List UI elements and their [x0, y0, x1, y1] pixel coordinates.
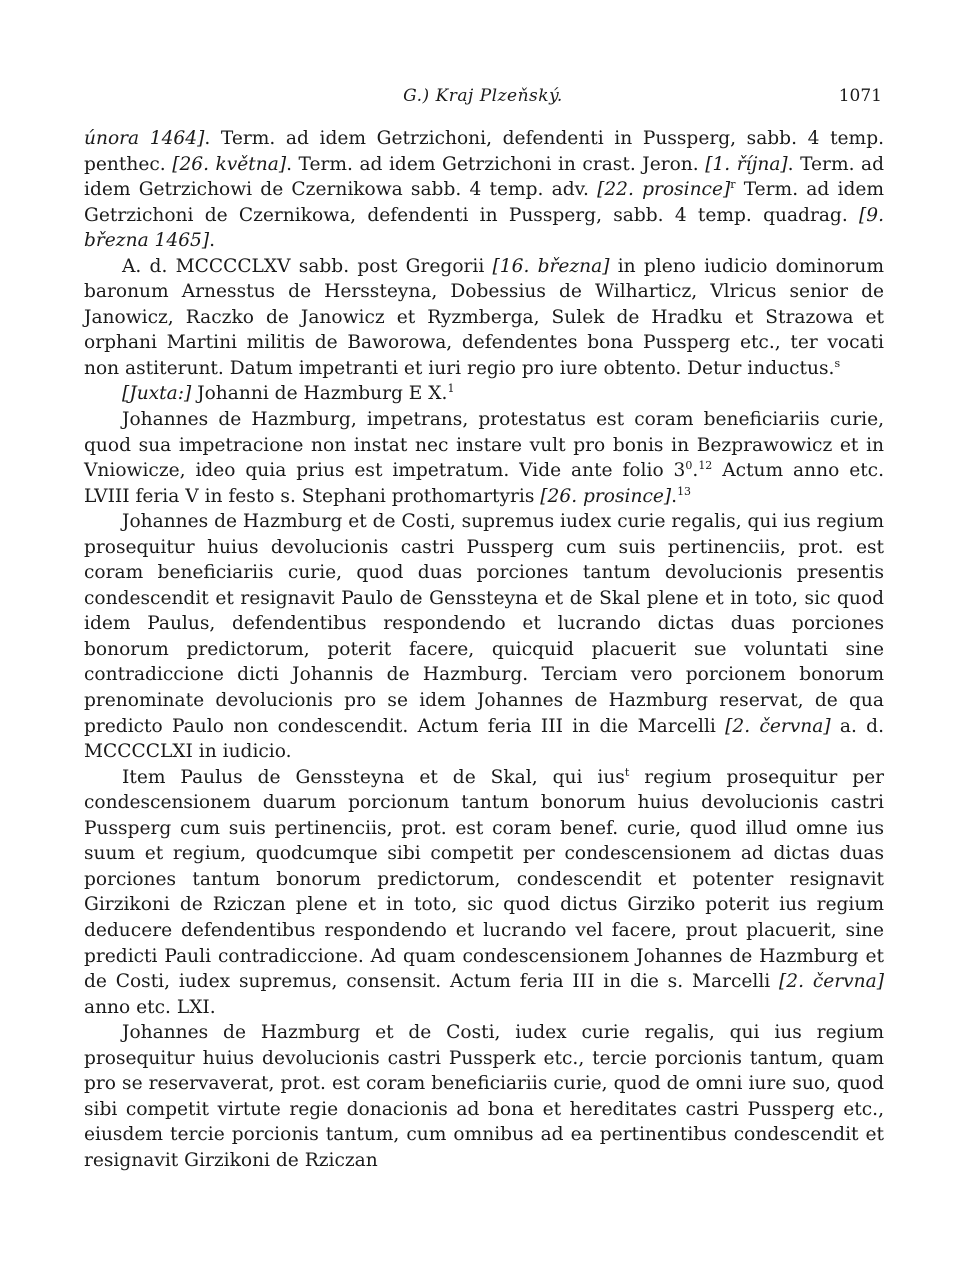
text-segment: . Term. ad idem Getrzichowi de Czernikowa sabb. 4 temp. adv. [84, 153, 884, 201]
paragraph-p5 [84, 509, 884, 764]
text-segment: Johannes de Hazmburg et de Costi, iudex curie regalis, qui ius regium prosequitur huius devolucionis castri Pussperk etc., tercie porcionis tantum, quam pro se reservaverat, prot. est coram beneficiariis curie, quod de omni iure suo, quod sibi competit virtute regie donacionis ad bona et hereditates castri Pussperg etc., eiusdem tercie porcionis tantum, cum omnibus ad ea pertinentibus condescendit et resignavit Girzikoni de Rziczan [84, 1022, 884, 1171]
date-annotation: [1. října] [705, 153, 788, 175]
date-annotation: února 1464] [84, 128, 205, 149]
date-annotation: [Juxta:] [122, 383, 192, 405]
text-segment: Term. ad idem Getrzichoni de Czernikowa, defendenti in Pussperg, sabb. 4 temp. quadrag. [84, 179, 884, 226]
paragraph-p7 [84, 1020, 884, 1173]
date-annotation: [26. května] [172, 153, 287, 175]
text-segment: Item Paulus de Genssteyna et de Skal, qui ius [122, 766, 625, 788]
text-segment: Johanni de Hazmburg E X. [191, 383, 448, 405]
date-annotation: [2. června] [779, 971, 884, 993]
body-text [84, 126, 884, 1173]
footnote-marker: 13 [677, 484, 692, 498]
text-segment: . Term. ad idem Getrzichoni, defendenti in Pussperg, sabb. 4 temp. penthec. [84, 128, 885, 175]
paragraph-p3 [84, 381, 884, 407]
text-segment: in pleno iudicio dominorum baronum Arnesstus de Herssteyna, Dobessius de Wilharticz, Vlricus senior de Janowicz, Raczko de Janowicz et Ryzmberga, Sulek de Hradku et Strazowa et orphani Martini militis de Baworowa, defendentes bona Pussperg etc., ter vocati non astiterunt. Datum impetranti et iuri regio pro iure obtento. Detur inductus. [84, 255, 884, 379]
text-segment: . [692, 460, 699, 482]
paragraph-p2 [84, 254, 884, 382]
footnote-marker: 1 [447, 382, 455, 396]
footnote-marker: 0 [685, 459, 693, 473]
date-annotation: [26. prosince] [540, 485, 672, 507]
text-segment: anno etc. LXI. [84, 996, 216, 1018]
text-segment: a. d. MCCCCLXI in iudicio. [84, 715, 884, 763]
page-number: 1071 [838, 86, 882, 106]
text-segment: . [671, 485, 678, 507]
date-annotation: [22. prosince] [597, 179, 731, 201]
text-segment: Actum anno etc. LVIII feria V in festo s. Stephani prothomartyris [84, 460, 885, 507]
paragraph-p4 [84, 407, 884, 509]
date-annotation: [9. března 1465] [84, 204, 884, 252]
text-segment: Johannes de Hazmburg, impetrans, protestatus est coram beneficiariis curie, quod sua impetracione non instat nec instare vult pro bonis in Bezprawowicz et in Vniowicze, ideo quia prius est impetratum. Vide ante folio 3 [84, 409, 884, 482]
running-header [84, 86, 882, 112]
text-segment: Johannes de Hazmburg et de Costi, supremus iudex curie regalis, qui ius regium prosequitur huius devolucionis castri Pussperg cum suis pertinenciis, prot. est coram beneficiariis curie, quod duas porciones tantum devolucionis presentis condescendit et resignavit Paulo de Genssteyna et de Skal plene et in toto, sic quod idem Paulus, defendentibus respondendo et lucrando dictas duas porciones bonorum predictorum, poterit facere, quicquid placuerit sue voluntati sine contradiccione dicti Johannis de Hazmburg. Terciam vero porcionem bonorum prenominate devolucionis pro se idem Johannes de Hazmburg reservat, de qua predicto Paulo non condescendit. Actum feria III in die Marcelli [84, 511, 884, 737]
footnote-marker: s [834, 356, 841, 370]
footnote-marker: r [730, 178, 736, 192]
text-segment: . [209, 230, 216, 252]
footnote-marker: 12 [698, 459, 713, 473]
text-segment: A. d. MCCCCLXV sabb. post Gregorii [122, 255, 493, 277]
date-annotation: [2. června] [725, 715, 831, 737]
footnote-marker: t [624, 765, 630, 779]
date-annotation: [16. března] [492, 255, 610, 277]
paragraph-p1 [84, 126, 884, 254]
text-segment: . Term. ad idem Getrzichoni in crast. Jeron. [286, 153, 706, 175]
text-segment: regium prosequitur per condescensionem duarum porcionum tantum bonorum huius devolucionis castri Pussperg cum suis pertinenciis, prot. est coram benef. curie, quod illud omne ius suum et regium, quodcumque sibi competit per condescensionem ad dictas duas porciones tantum bonorum predictorum, condescendit et potenter resignavit Girzikoni de Rziczan plene et in toto, sic quod dictus Girziko poterit ius regium deducere defendentibus respondendo et lucrando vel facere, prout placuerit, sine predicti Pauli contradiccione. Ad quam condescensionem Johannes de Hazmburg et de Costi, iudex supremus, consensit. Actum feria III in die s. Marcelli [84, 766, 884, 993]
paragraph-p6 [84, 765, 884, 1020]
running-title: G.) Kraj Plzeňský. [403, 86, 563, 106]
